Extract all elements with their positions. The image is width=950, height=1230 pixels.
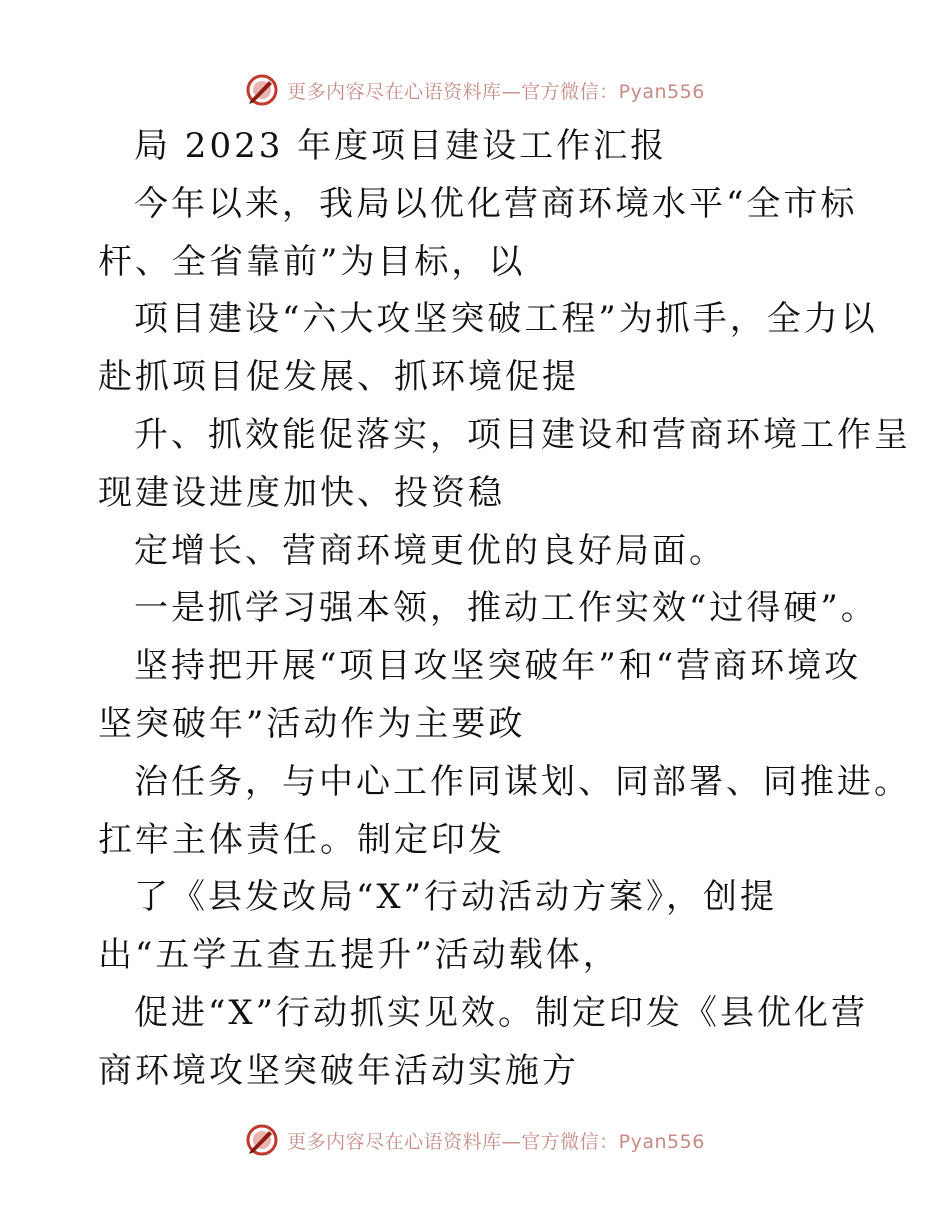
text-line: 治任务，与中心工作同谋划、同部署、同推进。 xyxy=(134,761,911,802)
text-line: 今年以来，我局以优化营商环境水平“全市标 xyxy=(134,183,858,224)
watermark-text: 更多内容尽在心语资料库—官方微信：Pyan556 xyxy=(287,80,705,103)
document-body xyxy=(98,118,911,1101)
text-line: 赴抓项目促发展、抓环境促提 xyxy=(98,357,579,398)
text-line: 项目建设“六大攻坚突破工程”为抓手，全力以 xyxy=(134,299,878,340)
text-line: 坚持把开展“项目攻坚突破年”和“营商环境攻 xyxy=(134,646,862,687)
text-line: 一是抓学习强本领，推动工作实效“过得硬”。 xyxy=(134,588,878,629)
text-line: 定增长、营商环境更优的良好局面。 xyxy=(134,530,726,571)
text-line: 促进“X”行动抓实见效。制定印发《县优化营 xyxy=(134,992,868,1033)
text-line: 升、抓效能促落实，项目建设和营商环境工作呈 xyxy=(134,414,911,455)
text-line: 局 2023 年度项目建设工作汇报 xyxy=(134,126,668,166)
text-line: 扛牢主体责任。制定印发 xyxy=(98,819,505,860)
text-line: 出“五学五查五提升”活动载体， xyxy=(98,935,620,976)
text-line: 了《县发改局“X”行动活动方案》，创提 xyxy=(134,877,777,918)
watermark-header xyxy=(0,70,950,110)
pen-circle-logo-icon xyxy=(245,73,279,107)
watermark-text: 更多内容尽在心语资料库—官方微信：Pyan556 xyxy=(287,1130,705,1153)
text-line: 坚突破年”活动作为主要政 xyxy=(98,703,526,744)
watermark-footer xyxy=(0,1120,950,1160)
text-line: 杆、全省靠前”为目标，以 xyxy=(98,241,526,282)
text-line: 商环境攻坚突破年活动实施方 xyxy=(98,1050,579,1091)
pen-circle-logo-icon xyxy=(245,1123,279,1157)
text-line: 现建设进度加快、投资稳 xyxy=(98,472,505,513)
